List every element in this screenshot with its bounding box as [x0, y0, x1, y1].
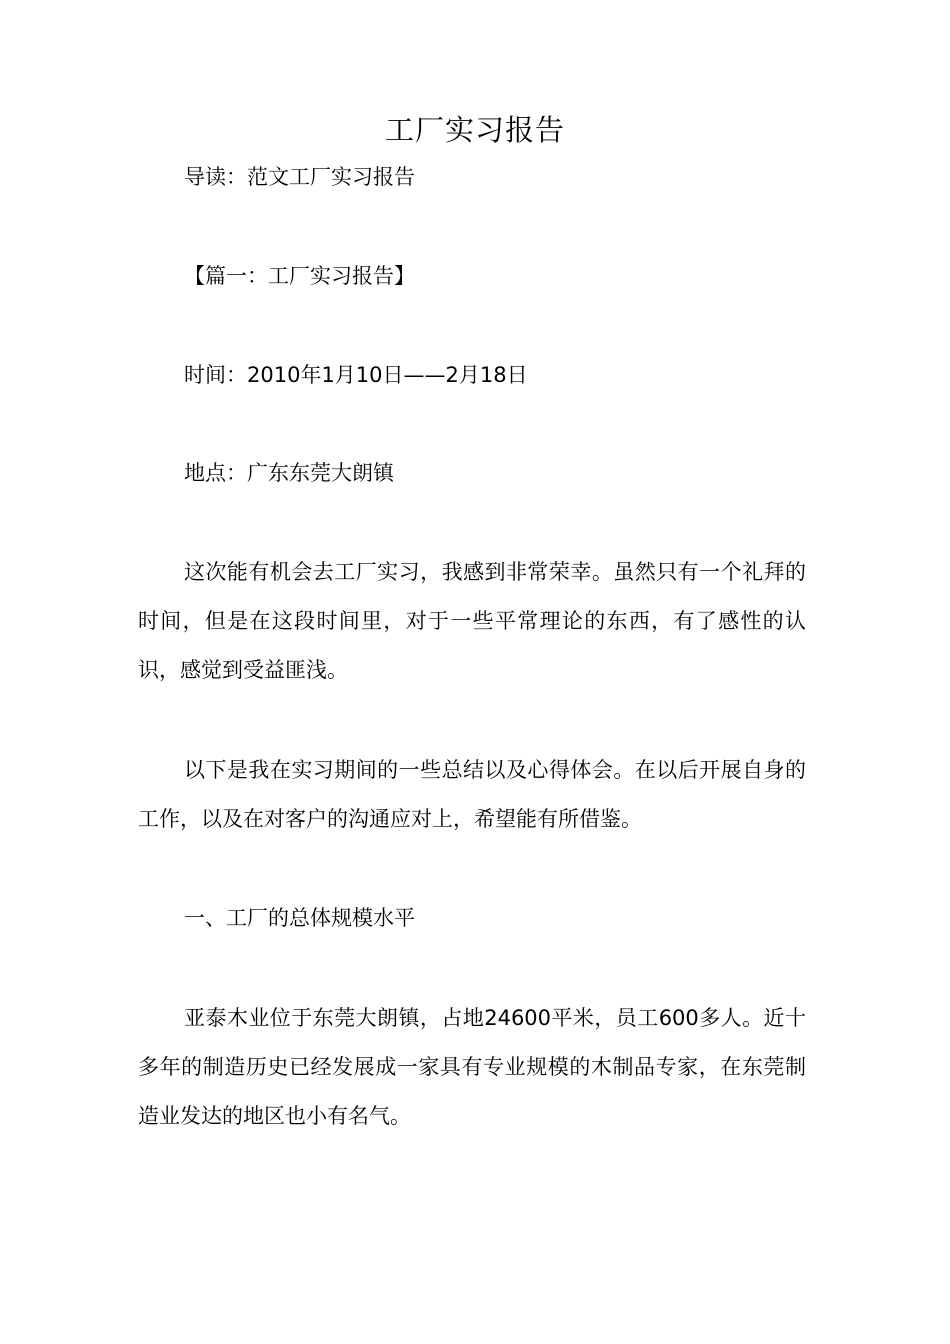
place-line: 地点：广东东莞大朗镇	[184, 461, 394, 485]
intro-line: 导读：范文工厂实习报告	[184, 165, 415, 189]
body-paragraph: 以下是我在实习期间的一些总结以及心得体会。在以后开展自身的工作，以及在对客户的沟通应对上，希望能有所借鉴。	[138, 758, 806, 831]
subheading: 一、工厂的总体规模水平	[184, 906, 415, 930]
body-paragraph: 亚泰木业位于东莞大朗镇，占地24600平米，员工600多人。近十多年的制造历史已经发展成一家具有专业规模的木制品专家，在东莞制造业发达的地区也小有名气。	[138, 1006, 806, 1128]
document-title: 工厂实习报告	[384, 113, 565, 147]
body-paragraph: 这次能有机会去工厂实习，我感到非常荣幸。虽然只有一个礼拜的时间，但是在这段时间里，对于一些平常理论的东西，有了感性的认识，感觉到受益匪浅。	[138, 560, 806, 682]
section-heading: 【篇一：工厂实习报告】	[184, 264, 415, 288]
time-line: 时间：2010年1月10日——2月18日	[184, 363, 528, 387]
